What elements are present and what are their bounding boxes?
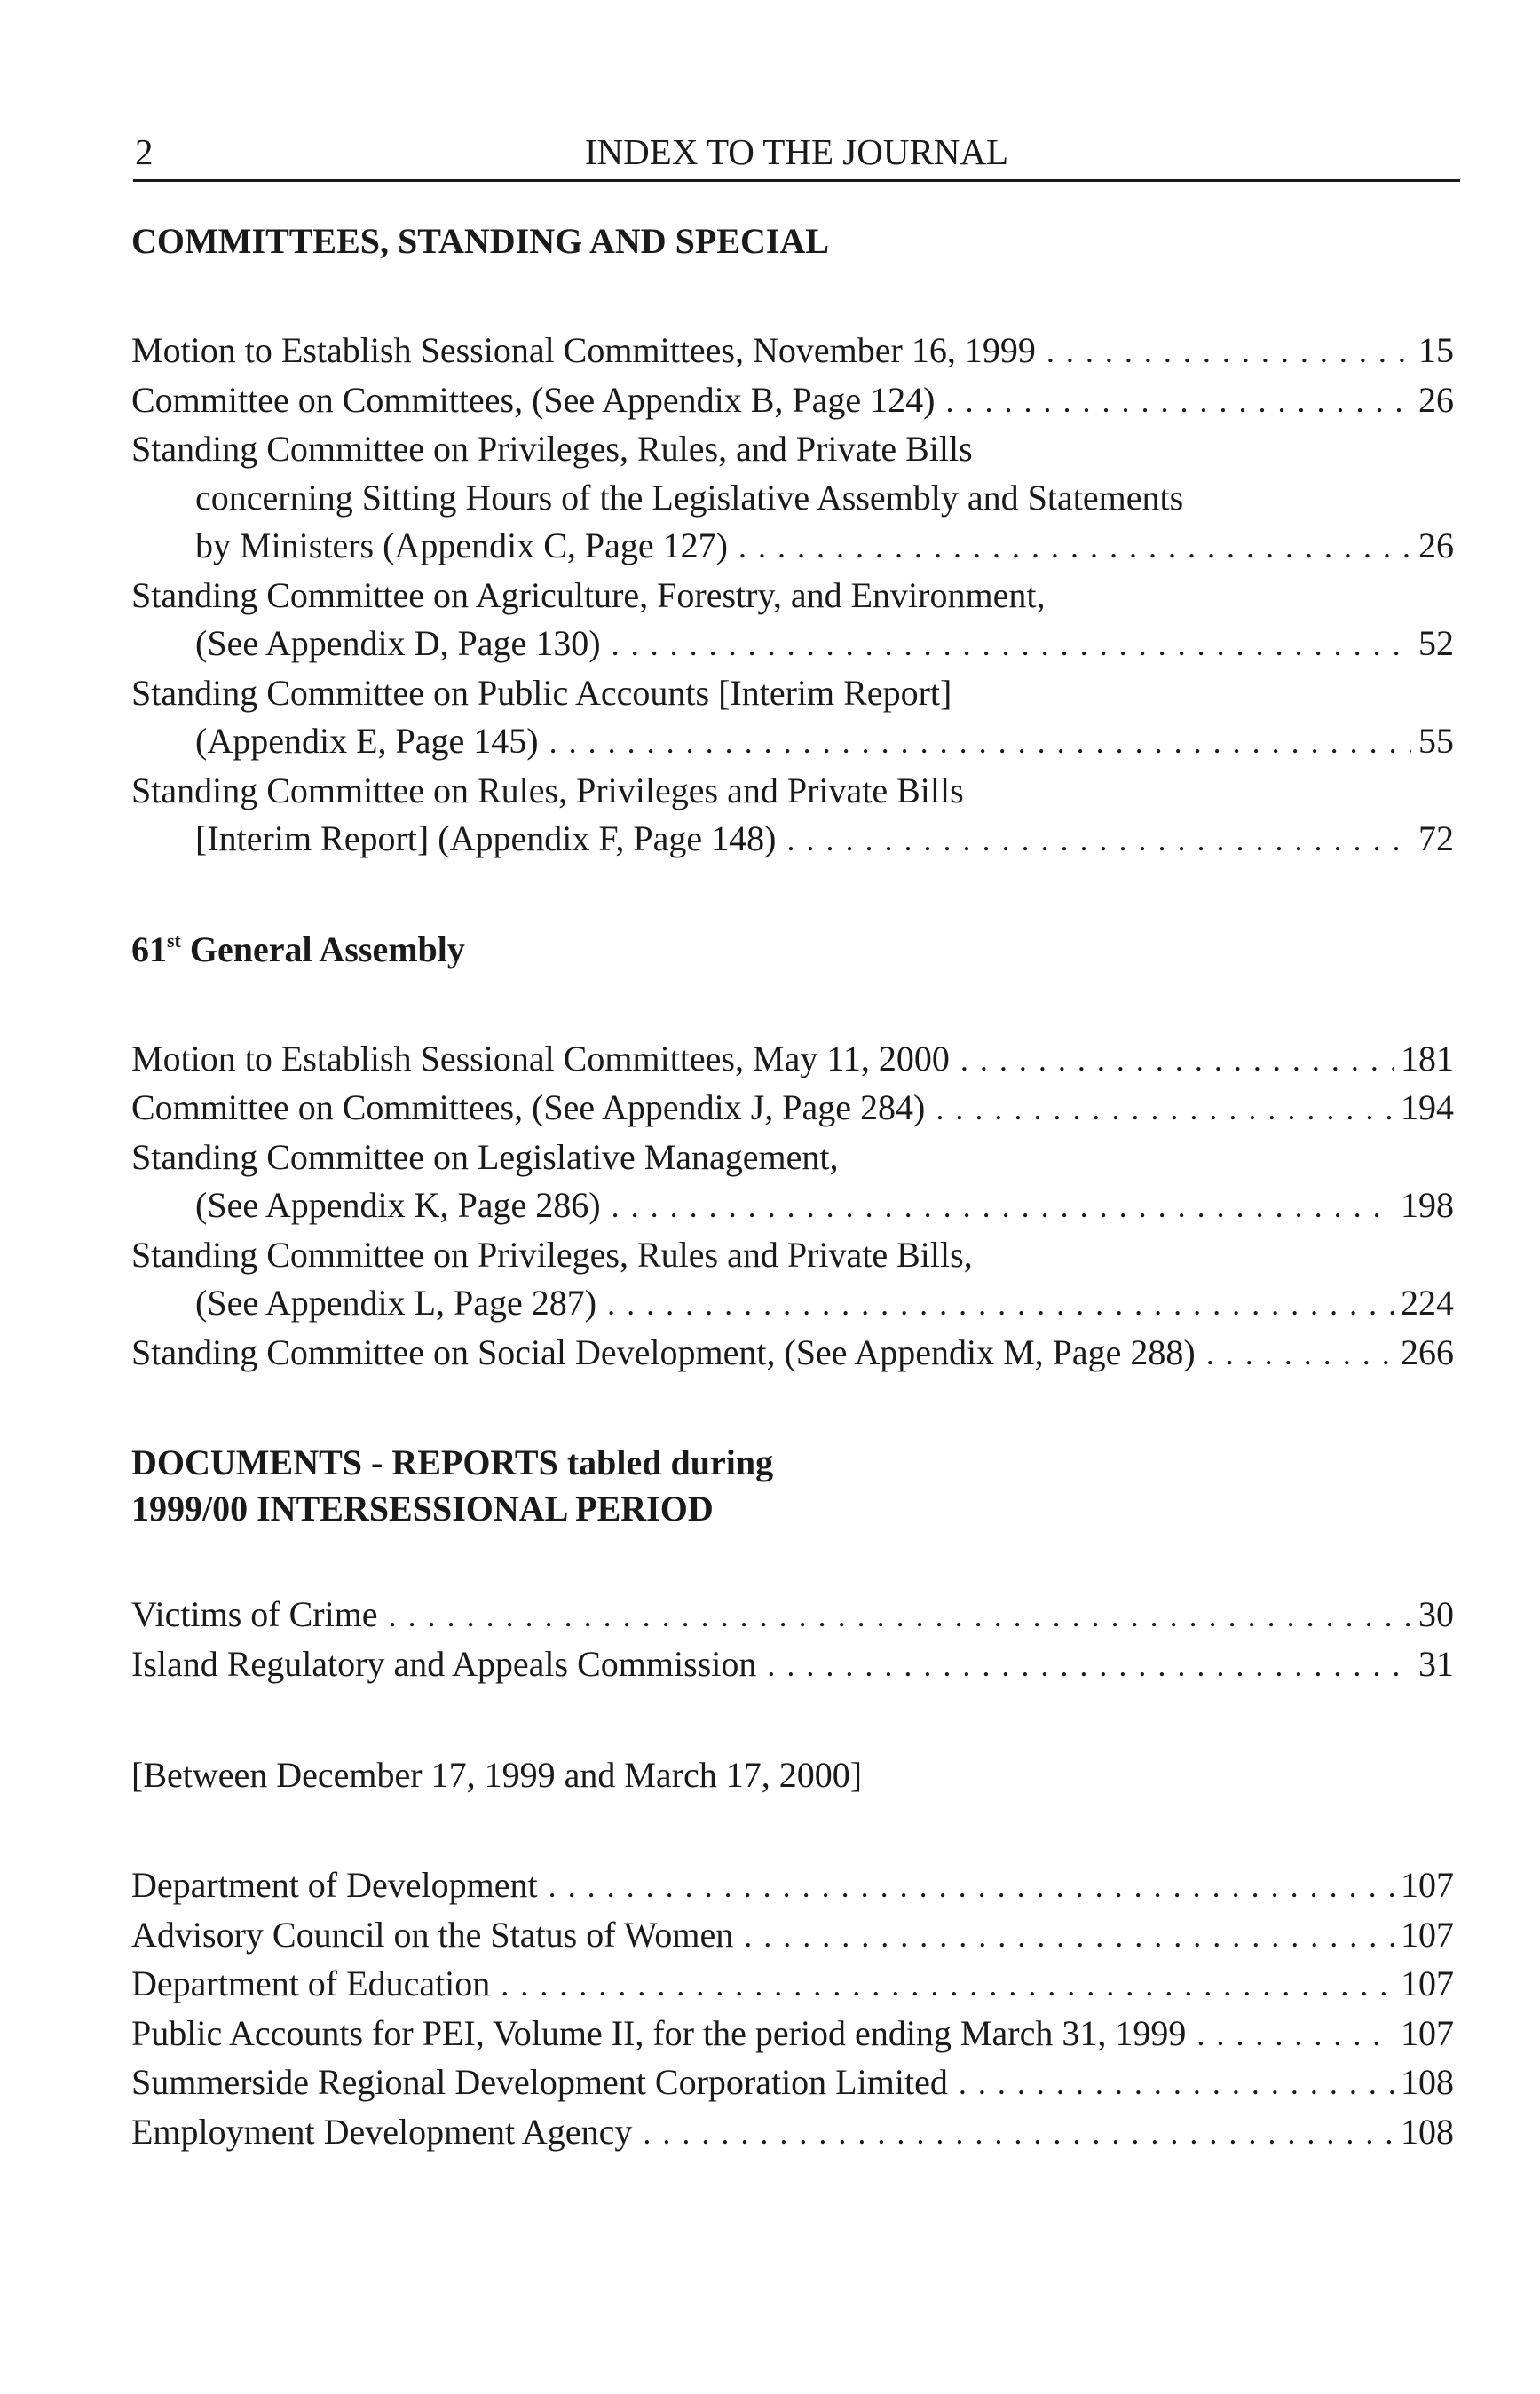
- page-reference: 266: [1401, 1331, 1454, 1372]
- index-entry: [131, 1960, 1454, 2010]
- entry-text: [Interim Report] (Appendix F, Page 148): [195, 818, 777, 858]
- ordinal-suffix: st: [167, 928, 181, 952]
- page-reference: 26: [1418, 525, 1454, 565]
- page-reference: 107: [1401, 1865, 1454, 1905]
- documents-entry-list: [131, 1591, 1454, 1689]
- page-reference: 108: [1401, 2111, 1454, 2152]
- index-entry: [131, 376, 1454, 426]
- index-entry: [131, 1084, 1454, 1134]
- entry-line: [131, 1591, 1454, 1640]
- page-reference: 107: [1401, 1914, 1454, 1955]
- entry-text: Department of Development: [131, 1865, 538, 1905]
- index-content: [131, 218, 1454, 2157]
- page-reference: 30: [1418, 1594, 1454, 1634]
- index-entry: [131, 2010, 1454, 2059]
- entry-line: [131, 2058, 1454, 2108]
- page-reference: 107: [1401, 1963, 1454, 2003]
- dot-leader: [786, 815, 1411, 865]
- entry-line: [131, 815, 1454, 865]
- entry-text: Standing Committee on Privileges, Rules and Private Bills,: [131, 1234, 973, 1275]
- entry-text: (See Appendix K, Page 286): [195, 1185, 601, 1225]
- page-reference: 198: [1401, 1185, 1454, 1225]
- entry-line: [131, 425, 1454, 474]
- entry-line: [131, 1035, 1454, 1085]
- page-reference: 107: [1401, 2012, 1454, 2053]
- dot-leader: [767, 1640, 1411, 1690]
- general-assembly-entry-list: [131, 1035, 1454, 1379]
- page-reference: 52: [1418, 623, 1454, 663]
- index-entry: [131, 572, 1454, 669]
- entry-line: [131, 1231, 1454, 1280]
- dot-leader: [1206, 1329, 1394, 1379]
- page-reference: 108: [1401, 2062, 1454, 2102]
- index-entry: [131, 1329, 1454, 1379]
- dot-leader: [549, 1861, 1394, 1911]
- entry-text: Summerside Regional Development Corporation Limited: [131, 2062, 948, 2102]
- entry-line: [131, 327, 1454, 376]
- section-heading-committees: COMMITTEES, STANDING AND SPECIAL: [131, 221, 830, 261]
- entry-line: [131, 474, 1454, 523]
- entry-line: [131, 1960, 1454, 2010]
- index-entry: [131, 327, 1454, 376]
- entry-text: Standing Committee on Privileges, Rules, and Private Bills: [131, 429, 973, 469]
- section-heading-general-assembly: [131, 927, 1454, 973]
- page-reference: 31: [1418, 1643, 1454, 1684]
- entry-line: [131, 1911, 1454, 1961]
- entry-line: [131, 522, 1454, 572]
- dot-leader: [945, 376, 1411, 426]
- dot-leader: [959, 2058, 1394, 2108]
- entry-line: [131, 767, 1454, 816]
- entry-line: [131, 620, 1454, 669]
- page-reference: 72: [1418, 818, 1454, 858]
- entry-line: [131, 376, 1454, 426]
- entry-line: [131, 717, 1454, 767]
- dot-leader: [738, 522, 1411, 572]
- entry-text: Standing Committee on Rules, Privileges and Private Bills: [131, 770, 964, 810]
- index-entry: [131, 2108, 1454, 2158]
- dot-leader: [936, 1084, 1394, 1134]
- dot-leader: [607, 1279, 1394, 1329]
- index-entry: [131, 425, 1454, 572]
- entry-line: [131, 572, 1454, 620]
- index-entry: [131, 1911, 1454, 1961]
- dot-leader: [501, 1960, 1394, 2010]
- entry-line: [131, 1134, 1454, 1182]
- index-entry: [131, 1640, 1454, 1690]
- dot-leader: [960, 1035, 1394, 1085]
- page-number: 2: [135, 131, 154, 172]
- entry-text: (See Appendix D, Page 130): [195, 623, 601, 663]
- entry-line: [131, 1084, 1454, 1134]
- entry-text: Standing Committee on Public Accounts [Interim Report]: [131, 672, 952, 713]
- page-reference: 15: [1418, 330, 1454, 370]
- documents-heading-line-2: 1999/00 INTERSESSIONAL PERIOD: [131, 1489, 714, 1529]
- dot-leader: [744, 1911, 1394, 1961]
- index-entry: [131, 669, 1454, 767]
- index-entry: [131, 767, 1454, 865]
- entry-text: by Ministers (Appendix C, Page 127): [195, 525, 728, 565]
- entry-line: [131, 2010, 1454, 2059]
- entry-text: concerning Sitting Hours of the Legislative Assembly and Statements: [195, 477, 1184, 518]
- entry-text: (See Appendix L, Page 287): [195, 1283, 597, 1323]
- dot-leader: [643, 2108, 1394, 2158]
- entry-text: Advisory Council on the Status of Women: [131, 1914, 734, 1955]
- entry-text: Employment Development Agency: [131, 2111, 633, 2152]
- dot-leader: [1046, 327, 1411, 376]
- date-range-note: [Between December 17, 1999 and March 17, 2000]: [131, 1755, 863, 1795]
- index-entry: [131, 1591, 1454, 1640]
- entry-text: Victims of Crime: [131, 1594, 378, 1634]
- dot-leader: [612, 620, 1411, 669]
- documents-entry-list-2: [131, 1861, 1454, 2157]
- entry-line: [131, 1181, 1454, 1231]
- entry-line: [131, 1861, 1454, 1911]
- page-reference: 181: [1401, 1038, 1454, 1078]
- running-head: INDEX TO THE JOURNAL: [584, 131, 1009, 172]
- entry-text: Standing Committee on Social Development, (See Appendix M, Page 288): [131, 1331, 1196, 1372]
- entry-text: Island Regulatory and Appeals Commission: [131, 1643, 757, 1684]
- entry-line: [131, 1640, 1454, 1690]
- page-reference: 224: [1401, 1283, 1454, 1323]
- entry-text: Motion to Establish Sessional Committees, November 16, 1999: [131, 330, 1036, 370]
- entry-text: Public Accounts for PEI, Volume II, for the period ending March 31, 1999: [131, 2012, 1187, 2053]
- dot-leader: [389, 1591, 1411, 1640]
- entry-line: [131, 669, 1454, 718]
- dot-leader: [612, 1181, 1394, 1231]
- entry-text: Standing Committee on Agriculture, Forestry, and Environment,: [131, 574, 1046, 615]
- dot-leader: [1196, 2010, 1394, 2059]
- entry-line: [131, 1279, 1454, 1329]
- index-entry: [131, 1134, 1454, 1231]
- assembly-heading-text: General Assembly: [180, 928, 465, 969]
- entry-text: Committee on Committees, (See Appendix J, Page 284): [131, 1087, 926, 1127]
- committees-entry-list: [131, 327, 1454, 865]
- entry-text: Department of Education: [131, 1963, 491, 2003]
- page-reference: 55: [1418, 721, 1454, 761]
- dot-leader: [549, 717, 1411, 767]
- page-reference: 194: [1401, 1087, 1454, 1127]
- entry-text: Committee on Committees, (See Appendix B, Page 124): [131, 379, 936, 420]
- index-entry: [131, 1035, 1454, 1085]
- entry-text: (Appendix E, Page 145): [195, 721, 539, 761]
- entry-line: [131, 2108, 1454, 2158]
- assembly-number: 61: [131, 928, 167, 969]
- index-entry: [131, 1861, 1454, 1911]
- page-header: [133, 124, 1460, 182]
- documents-heading-line-1: DOCUMENTS - REPORTS tabled during: [131, 1442, 774, 1482]
- entry-text: Motion to Establish Sessional Committees, May 11, 2000: [131, 1038, 950, 1078]
- entry-text: Standing Committee on Legislative Management,: [131, 1136, 839, 1177]
- section-heading-documents: [131, 1440, 1454, 1532]
- page-reference: 26: [1418, 379, 1454, 420]
- index-entry: [131, 2058, 1454, 2108]
- entry-line: [131, 1329, 1454, 1379]
- index-entry: [131, 1231, 1454, 1329]
